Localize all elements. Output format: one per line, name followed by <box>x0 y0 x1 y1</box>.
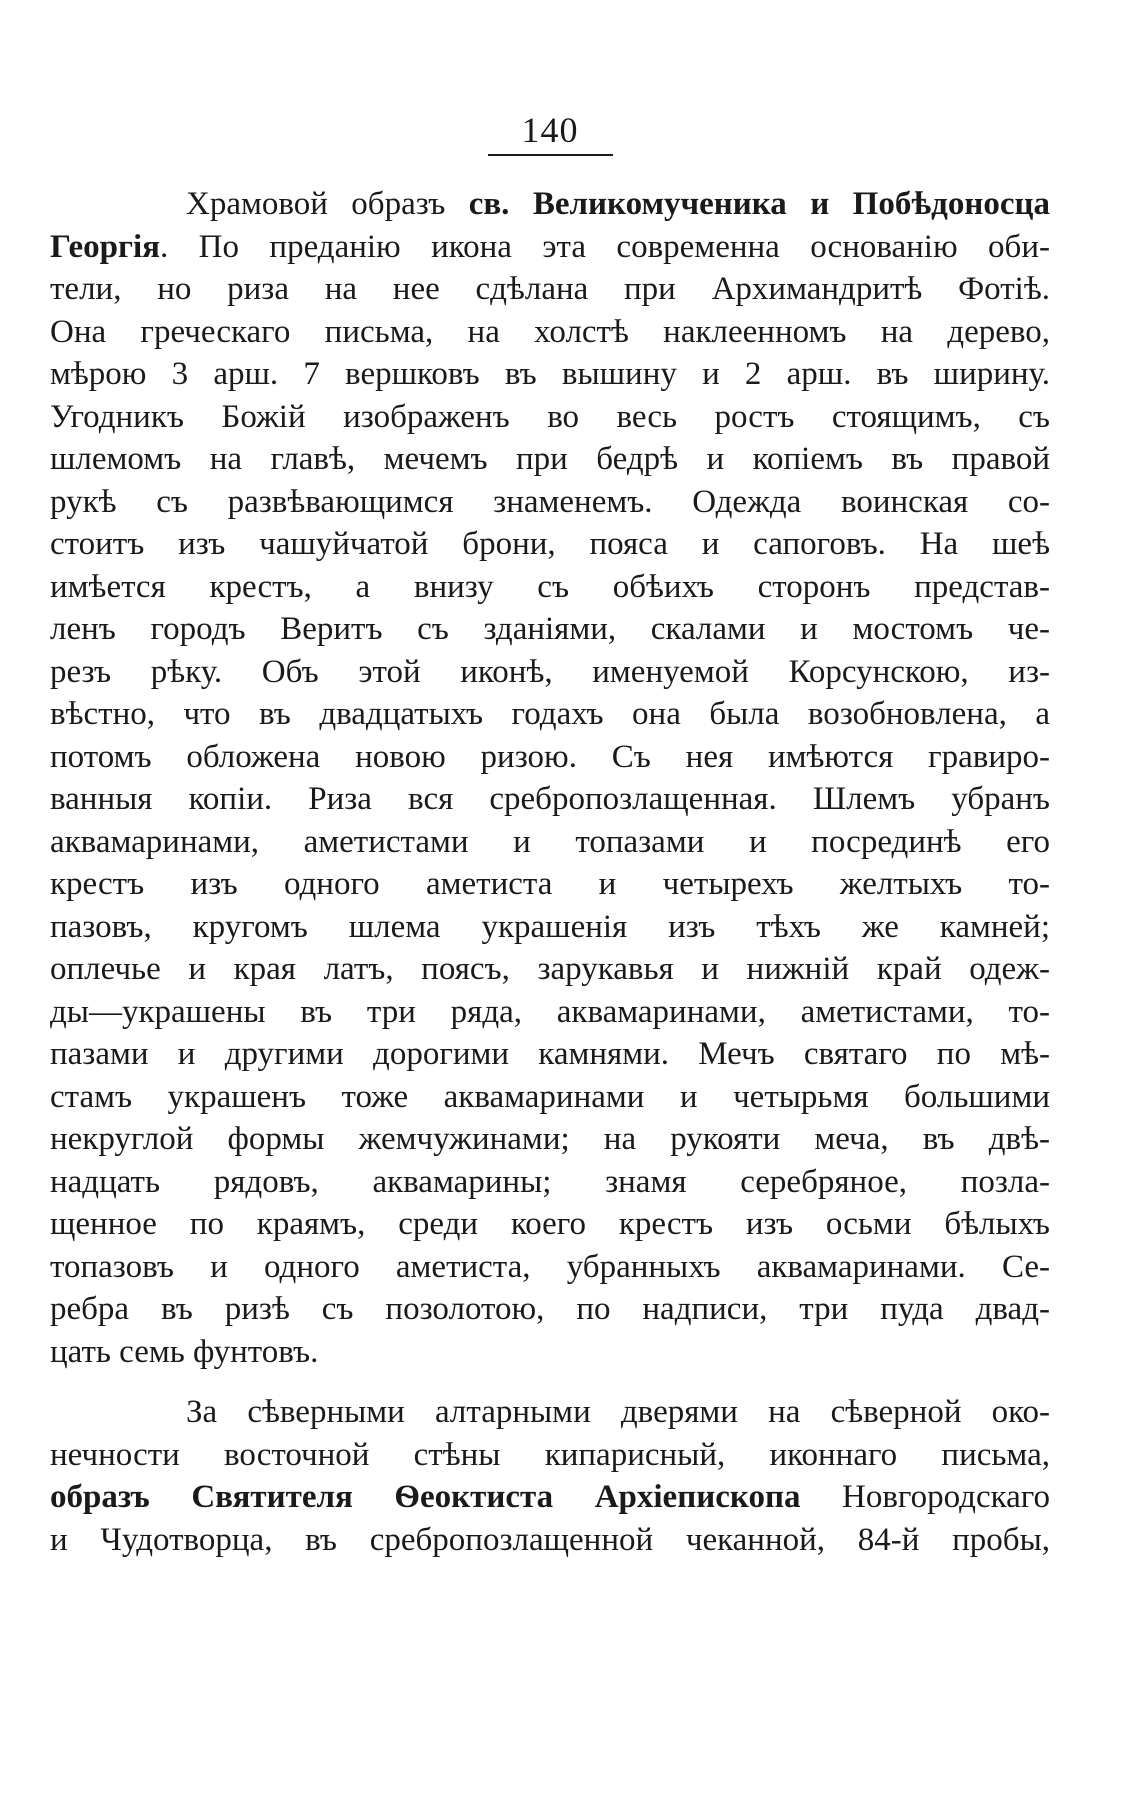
text-line: потомъ обложена новою ризою. Съ нея имѣются гравиро- <box>50 738 1050 775</box>
text-line: нечности восточной стѣны кипарисный, иконнаго письма, <box>50 1436 1050 1473</box>
paragraph-2 <box>50 1391 1050 1561</box>
text-line: аквамаринами, аметистами и топазами и посрединѣ его <box>50 823 1050 860</box>
text-line: цать семь фунтовъ. <box>50 1333 319 1370</box>
text-line: мѣрою 3 арш. 7 вершковъ въ вышину и 2 арш. въ ширину. <box>50 356 1050 392</box>
text-line: Она греческаго письма, на холстѣ наклеенномъ на дерево, <box>50 313 1050 350</box>
bold-text-run: Георгія <box>50 228 160 265</box>
text-line: оплечье и края латъ, поясъ, зарукавья и нижній край одеж- <box>50 951 1050 987</box>
text-line: ленъ городъ Веритъ съ зданіями, скалами и мостомъ че- <box>50 611 1050 647</box>
text-line: стамъ украшенъ тоже аквамаринами и четырьмя большими <box>50 1078 1050 1115</box>
text-line: За сѣверными алтарными дверями на сѣверной око- <box>186 1394 1050 1430</box>
paragraph-1 <box>50 183 1050 1373</box>
text-line: ды—украшены въ три ряда, аквамаринами, аметистами, то- <box>50 993 1050 1030</box>
paragraph-gap <box>50 1373 1050 1391</box>
text-line: щенное по краямъ, среди коего крестъ изъ осьми бѣлыхъ <box>50 1206 1050 1242</box>
text-line: тели, но риза на нее сдѣлана при Архимандритѣ Фотіѣ. <box>50 271 1050 307</box>
text-run: . По преданію икона эта современна основанію оби- <box>160 228 1050 265</box>
text-line: Угодникъ Божій изображенъ во весь ростъ стоящимъ, съ <box>50 398 1050 435</box>
body-text <box>50 183 1050 1561</box>
text-line: некруглой формы жемчужинами; на рукояти меча, въ двѣ- <box>50 1121 1050 1157</box>
text-line: и Чудотворца, въ сребропозлащенной чеканной, 84-й пробы, <box>50 1521 1050 1558</box>
text-line: пазами и другими дорогими камнями. Мечъ святаго по мѣ- <box>50 1036 1050 1072</box>
text-line: стоитъ изъ чашуйчатой брони, пояса и сапоговъ. На шеѣ <box>50 526 1050 562</box>
text-line <box>50 226 1050 269</box>
text-line: ребра въ ризѣ съ позолотою, по надписи, три пуда двад- <box>50 1291 1050 1327</box>
text-line: имѣется крестъ, а внизу съ обѣихъ сторонъ представ- <box>50 568 1050 605</box>
text-line: резъ рѣку. Объ этой иконѣ, именуемой Корсунскою, из- <box>50 653 1050 690</box>
text-line: крестъ изъ одного аметиста и четырехъ желтыхъ то- <box>50 866 1050 902</box>
text-line <box>50 1476 1050 1519</box>
text-line: пазовъ, кругомъ шлема украшенія изъ тѣхъ же камней; <box>50 908 1050 945</box>
text-line: надцать рядовъ, аквамарины; знамя серебряное, позла- <box>50 1163 1050 1200</box>
text-line: топазовъ и одного аметиста, убранныхъ аквамаринами. Се- <box>50 1248 1050 1285</box>
text-line: рукѣ съ развѣвающимся знаменемъ. Одежда воинская со- <box>50 483 1050 520</box>
page-number: 140 <box>488 108 613 156</box>
text-run: Новгородскаго <box>800 1479 1050 1515</box>
page-header <box>50 108 1050 156</box>
text-line: шлемомъ на главѣ, мечемъ при бедрѣ и копіемъ въ правой <box>50 441 1050 477</box>
bold-text-run: образъ Святителя Ѳеоктиста Архіепископа <box>50 1479 801 1515</box>
text-line: ванныя копіи. Риза вся сребропозлащенная. Шлемъ убранъ <box>50 781 1050 817</box>
text-run: Храмовой образъ <box>186 186 469 222</box>
text-line <box>50 183 1050 226</box>
bold-text-run: св. Великомученика и Побѣдоносца <box>468 186 1050 222</box>
text-line: вѣстно, что въ двадцатыхъ годахъ она была возобновлена, а <box>50 696 1050 732</box>
book-page <box>50 0 1050 1797</box>
